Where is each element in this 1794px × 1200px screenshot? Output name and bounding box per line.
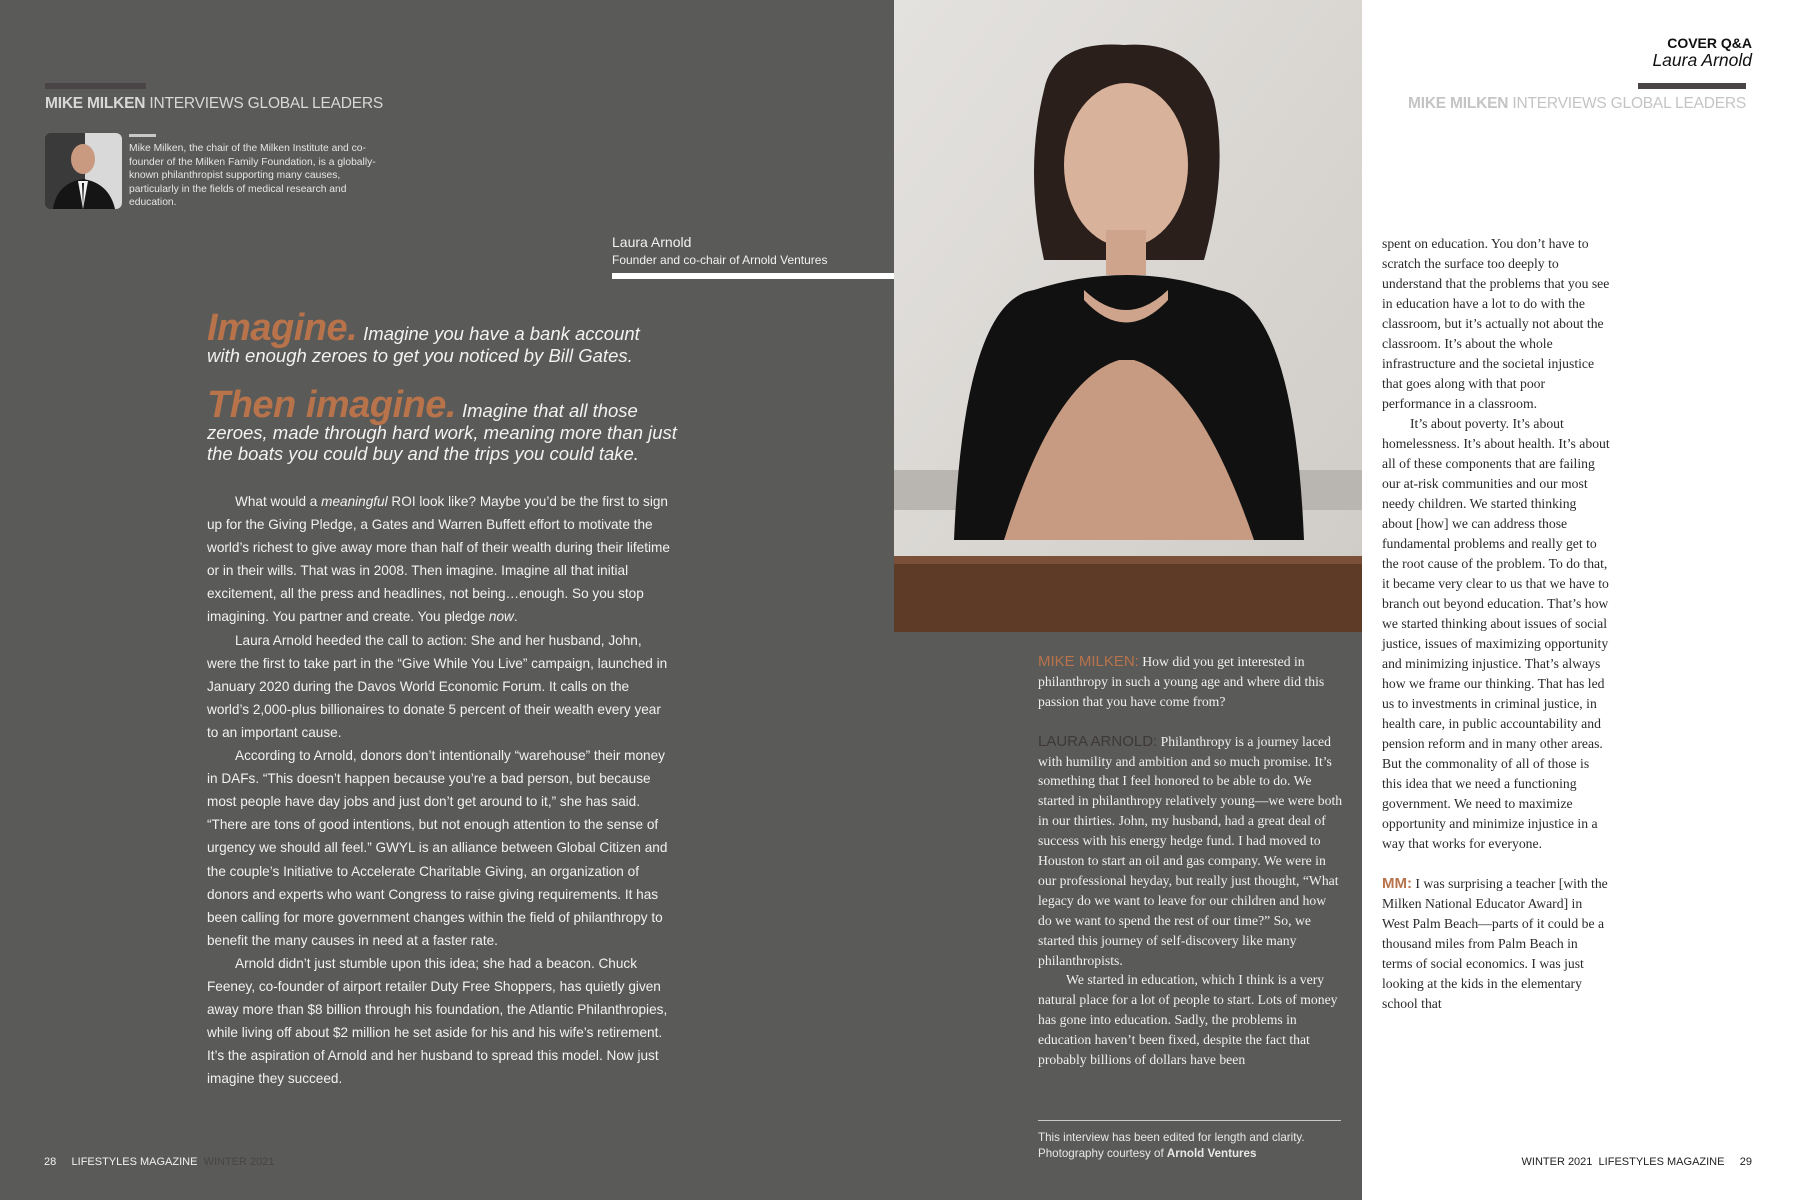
- lead-paragraph-1: [207, 307, 677, 366]
- text-italic: meaningful: [321, 494, 388, 509]
- credit-rule: [1038, 1120, 1341, 1121]
- question-text: I was surprising a teacher [with the Milken National Educator Award] in West Palm Beach—parts of it could be a thousand miles from Palm Beach in terms of social economics. I was just looking at the kids in the elementary school that: [1382, 876, 1608, 1011]
- credit-text: Photography courtesy of: [1038, 1147, 1167, 1160]
- answer-paragraph: We started in education, which I think is a very natural place for a lot of people to start. Lots of money has gone into education. Sadly, the problems in education haven’t been fixed, despite the fact that probably billions of dollars have been: [1038, 972, 1338, 1068]
- footer-left: [44, 1156, 275, 1168]
- caption-name: Laura Arnold: [612, 234, 692, 250]
- text: What would a: [235, 494, 322, 509]
- series-title-rest: INTERVIEWS GLOBAL LEADERS: [145, 95, 383, 112]
- interview-column-continued: [1382, 234, 1610, 1014]
- credit-line: [1038, 1146, 1305, 1162]
- page-number: 28: [44, 1156, 57, 1168]
- footer-right: [1522, 1156, 1753, 1168]
- speaker-label: MIKE MILKEN:: [1038, 653, 1139, 670]
- header-bar: [45, 83, 146, 89]
- lead-emphasis: Then imagine.: [207, 384, 456, 426]
- series-title-bold: MIKE MILKEN: [1408, 95, 1509, 112]
- series-title-rest: INTERVIEWS GLOBAL LEADERS: [1508, 95, 1746, 112]
- credit-line: This interview has been edited for length and clarity.: [1038, 1131, 1305, 1144]
- cover-kicker: [1652, 35, 1752, 71]
- answer-paragraph: It’s about poverty. It’s about homelessness. It’s about health. It’s about all of these components that are failing our at-risk communities and our most needy children. We started thinking about [how] we can address those fundamental problems and really get to the root cause of the problem. To do that, it became very clear to us that we have to branch out beyond education. That’s how we started thinking about issues of social justice, issues of maximizing opportunity and minimizing injustice. That’s always how we frame our thinking. That has led us to investments in criminal justice, in health care, in public accountability and pension reform and in many other areas. But the commonality of all of those is this idea that we need a functioning government. We need to maximize opportunity and minimize injustice in a way that works for everyone.: [1382, 416, 1610, 851]
- text-italic: now: [488, 609, 514, 625]
- credit-source: Arnold Ventures: [1166, 1147, 1257, 1160]
- series-title-bold: MIKE MILKEN: [45, 95, 146, 112]
- issue-name: WINTER 2021: [203, 1156, 275, 1168]
- lead-paragraph-2: [207, 384, 677, 465]
- text: ROI look like? Maybe you’d be the first to sign up for the Giving Pledge, a Gates and Warren Buffett effort to motivate the world’s richest to give away more than half of their wealth during their lifetime or in their wills. That was in 2008. Then imagine. Imagine all that initial excitement, all the press and headlines, not being…enough. So you stop imagining. You partner and create. You pledge: [207, 494, 670, 625]
- bio-text: Mike Milken, the chair of the Milken Institute and co-founder of the Milken Family Foundation, is a globally-known philanthropist supporting many causes, particularly in the fields of medical research and education.: [129, 143, 376, 209]
- body-paragraph: [207, 490, 672, 629]
- laura-arnold-photo: [894, 0, 1362, 632]
- kicker-label: COVER Q&A: [1667, 35, 1752, 51]
- question: [1038, 652, 1343, 712]
- photo-credit: [1038, 1130, 1305, 1162]
- header-bar: [1638, 83, 1746, 89]
- article-body: [207, 490, 672, 1090]
- series-title: [45, 95, 383, 113]
- kicker-name: Laura Arnold: [1652, 50, 1752, 70]
- lead-emphasis: Imagine.: [207, 307, 358, 349]
- series-title: [1408, 95, 1746, 113]
- caption-bar: [612, 273, 894, 279]
- magazine-name: LIFESTYLES MAGAZINE: [1598, 1156, 1725, 1168]
- milken-portrait: [45, 133, 122, 209]
- question: [1382, 874, 1610, 1014]
- answer-text: Philanthropy is a journey laced with humility and ambition and so much promise. It’s something that I feel honored to be able to do. We started in philanthropy relatively young—we were both in our thirties. John, my husband, had a great deal of success with his energy hedge fund. I had moved to Houston to start an oil and gas company. We were in our professional heyday, but really just thought, “What legacy do we want to leave for our children and how do we want to spend the rest of our time?” So, we started this journey of self-discovery like many philanthropists.: [1038, 733, 1343, 968]
- body-paragraph: Arnold didn’t just stumble upon this idea; she had a beacon. Chuck Feeney, co-founder of airport retailer Duty Free Shoppers, has quietly given away more than $8 billion through his foundation, the Atlantic Philanthropies, while living off about $2 million he set aside for his and his wife’s retirement. It’s the aspiration of Arnold and her husband to spread this model. Now just imagine they succeed.: [207, 955, 668, 1087]
- question-text: How did you get interested in philanthropy in such a young age and where did this passion that you have come from?: [1038, 654, 1325, 709]
- interview-column: [1038, 652, 1343, 1070]
- caption-role: Founder and co-chair of Arnold Ventures: [612, 253, 828, 267]
- speaker-label: MM:: [1382, 875, 1412, 892]
- lead-text: Imagine you have a bank account with enough zeroes to get you noticed by Bill Gates.: [207, 323, 640, 366]
- bio-divider: [129, 134, 156, 137]
- lead-text: Imagine that all those zeroes, made through hard work, meaning more than just the boats you could buy and the trips you could take.: [207, 400, 677, 464]
- answer-paragraph: spent on education. You don’t have to scratch the surface too deeply to understand that the problems that you see in education have a lot to do with the classroom, but it’s actually not about the classroom. It’s about the whole infrastructure and the societal injustice that goes along with that poor performance in a classroom.: [1382, 236, 1610, 411]
- magazine-name: LIFESTYLES MAGAZINE: [71, 1156, 198, 1168]
- body-paragraph: Laura Arnold heeded the call to action: She and her husband, John, were the first to take part in the “Give While You Live” campaign, launched in January 2020 during the Davos World Economic Forum. It calls on the world’s 2,000-plus billionaires to donate 5 percent of their wealth every year to an important cause.: [207, 632, 668, 740]
- page-number: 29: [1739, 1156, 1752, 1168]
- body-paragraph: According to Arnold, donors don’t intentionally “warehouse” their money in DAFs. “This doesn’t happen because you’re a bad person, but because most people have day jobs and just don’t get around to it,” she has said. “There are tons of good intentions, but not enough attention to the sense of urgency we should all feel.” GWYL is an alliance between Global Citizen and the couple’s Initiative to Accelerate Charitable Giving, an organization of donors and experts who want Congress to raise giving requirements. It has been calling for more government changes within the field of philanthropy to benefit the many causes in need at a faster rate.: [207, 748, 668, 948]
- answer: [1038, 732, 1343, 971]
- issue-name: WINTER 2021: [1521, 1156, 1593, 1168]
- speaker-label: LAURA ARNOLD:: [1038, 732, 1158, 750]
- right-page: [1362, 0, 1794, 1200]
- text: .: [513, 609, 518, 625]
